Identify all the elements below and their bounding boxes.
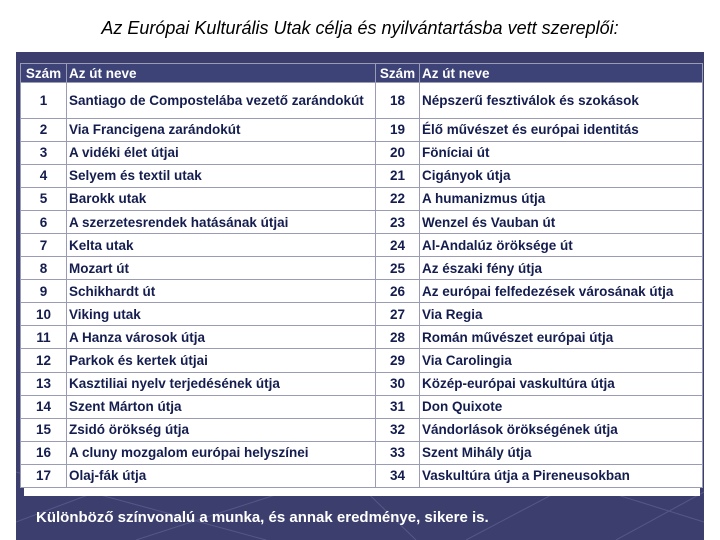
route-number-left: 7 bbox=[21, 234, 67, 257]
route-number-right: 33 bbox=[376, 441, 420, 464]
route-number-right: 18 bbox=[376, 83, 420, 119]
route-number-right: 29 bbox=[376, 349, 420, 372]
route-number-left: 15 bbox=[21, 418, 67, 441]
table-row bbox=[21, 464, 703, 487]
route-number-right: 20 bbox=[376, 141, 420, 164]
table-row bbox=[21, 187, 703, 210]
route-name-right: Wenzel és Vauban út bbox=[420, 210, 703, 233]
route-name-left: Santiago de Compostelába vezető zarándokút bbox=[67, 83, 376, 119]
route-number-right: 23 bbox=[376, 210, 420, 233]
route-name-right: Népszerű fesztiválok és szokások bbox=[420, 83, 703, 119]
table-row bbox=[21, 280, 703, 303]
route-number-left: 9 bbox=[21, 280, 67, 303]
route-number-left: 11 bbox=[21, 326, 67, 349]
route-name-left: Parkok és kertek útjai bbox=[67, 349, 376, 372]
route-number-left: 2 bbox=[21, 118, 67, 141]
route-name-left: Szent Márton útja bbox=[67, 395, 376, 418]
route-name-right: Az északi fény útja bbox=[420, 257, 703, 280]
header-num-left: Szám bbox=[21, 64, 67, 83]
table-row bbox=[21, 141, 703, 164]
table-row bbox=[21, 234, 703, 257]
route-name-right: Al-Andalúz öröksége út bbox=[420, 234, 703, 257]
route-number-left: 3 bbox=[21, 141, 67, 164]
route-name-right: Közép-európai vaskultúra útja bbox=[420, 372, 703, 395]
route-number-right: 30 bbox=[376, 372, 420, 395]
route-name-left: Olaj-fák útja bbox=[67, 464, 376, 487]
route-name-left: Kelta utak bbox=[67, 234, 376, 257]
route-number-right: 34 bbox=[376, 464, 420, 487]
route-name-right: Vaskultúra útja a Pireneusokban bbox=[420, 464, 703, 487]
route-name-left: A cluny mozgalom európai helyszínei bbox=[67, 441, 376, 464]
route-number-left: 13 bbox=[21, 372, 67, 395]
route-name-left: Via Francigena zarándokút bbox=[67, 118, 376, 141]
route-number-right: 28 bbox=[376, 326, 420, 349]
route-number-left: 1 bbox=[21, 83, 67, 119]
route-number-right: 25 bbox=[376, 257, 420, 280]
route-number-left: 6 bbox=[21, 210, 67, 233]
route-name-left: Schikhardt út bbox=[67, 280, 376, 303]
table-row bbox=[21, 349, 703, 372]
route-number-right: 21 bbox=[376, 164, 420, 187]
route-number-left: 16 bbox=[21, 441, 67, 464]
table-row bbox=[21, 164, 703, 187]
route-number-left: 14 bbox=[21, 395, 67, 418]
route-name-right: Cigányok útja bbox=[420, 164, 703, 187]
route-number-right: 24 bbox=[376, 234, 420, 257]
route-number-left: 17 bbox=[21, 464, 67, 487]
route-name-right: A humanizmus útja bbox=[420, 187, 703, 210]
route-name-right: Via Carolingia bbox=[420, 349, 703, 372]
slide-title: Az Európai Kulturális Utak célja és nyilvántartásba vett szereplői: bbox=[101, 18, 619, 38]
route-number-left: 5 bbox=[21, 187, 67, 210]
header-name-right: Az út neve bbox=[420, 64, 703, 83]
table-row bbox=[21, 118, 703, 141]
route-name-left: A Hanza városok útja bbox=[67, 326, 376, 349]
table-row bbox=[21, 372, 703, 395]
route-name-left: Zsidó örökség útja bbox=[67, 418, 376, 441]
route-name-right: Román művészet európai útja bbox=[420, 326, 703, 349]
route-number-right: 22 bbox=[376, 187, 420, 210]
route-number-left: 8 bbox=[21, 257, 67, 280]
route-name-right: Don Quixote bbox=[420, 395, 703, 418]
table-row bbox=[21, 303, 703, 326]
route-number-right: 31 bbox=[376, 395, 420, 418]
route-number-left: 12 bbox=[21, 349, 67, 372]
route-name-left: A szerzetesrendek hatásának útjai bbox=[67, 210, 376, 233]
table-row bbox=[21, 83, 703, 119]
route-name-right: Az európai felfedezések városának útja bbox=[420, 280, 703, 303]
table-row bbox=[21, 326, 703, 349]
route-number-right: 19 bbox=[376, 118, 420, 141]
route-name-left: A vidéki élet útjai bbox=[67, 141, 376, 164]
route-name-right: Élő művészet és európai identitás bbox=[420, 118, 703, 141]
route-name-left: Selyem és textil utak bbox=[67, 164, 376, 187]
route-name-left: Mozart út bbox=[67, 257, 376, 280]
header-num-right: Szám bbox=[376, 64, 420, 83]
table-row bbox=[21, 257, 703, 280]
table-header-row bbox=[21, 64, 703, 83]
route-number-right: 27 bbox=[376, 303, 420, 326]
route-name-left: Viking utak bbox=[67, 303, 376, 326]
routes-body bbox=[21, 83, 703, 488]
bottom-note: Különböző színvonalú a munka, és annak eredménye, sikere is. bbox=[36, 509, 489, 526]
route-name-right: Vándorlások örökségének útja bbox=[420, 418, 703, 441]
table-row bbox=[21, 395, 703, 418]
route-name-left: Barokk utak bbox=[67, 187, 376, 210]
header-name-left: Az út neve bbox=[67, 64, 376, 83]
route-number-left: 10 bbox=[21, 303, 67, 326]
table-row bbox=[21, 418, 703, 441]
route-name-right: Szent Mihály útja bbox=[420, 441, 703, 464]
route-name-left: Kasztiliai nyelv terjedésének útja bbox=[67, 372, 376, 395]
route-number-right: 26 bbox=[376, 280, 420, 303]
table-row bbox=[21, 441, 703, 464]
route-name-right: Föníciai út bbox=[420, 141, 703, 164]
table-row bbox=[21, 210, 703, 233]
route-name-right: Via Regia bbox=[420, 303, 703, 326]
route-number-right: 32 bbox=[376, 418, 420, 441]
routes-table bbox=[20, 63, 703, 488]
route-number-left: 4 bbox=[21, 164, 67, 187]
